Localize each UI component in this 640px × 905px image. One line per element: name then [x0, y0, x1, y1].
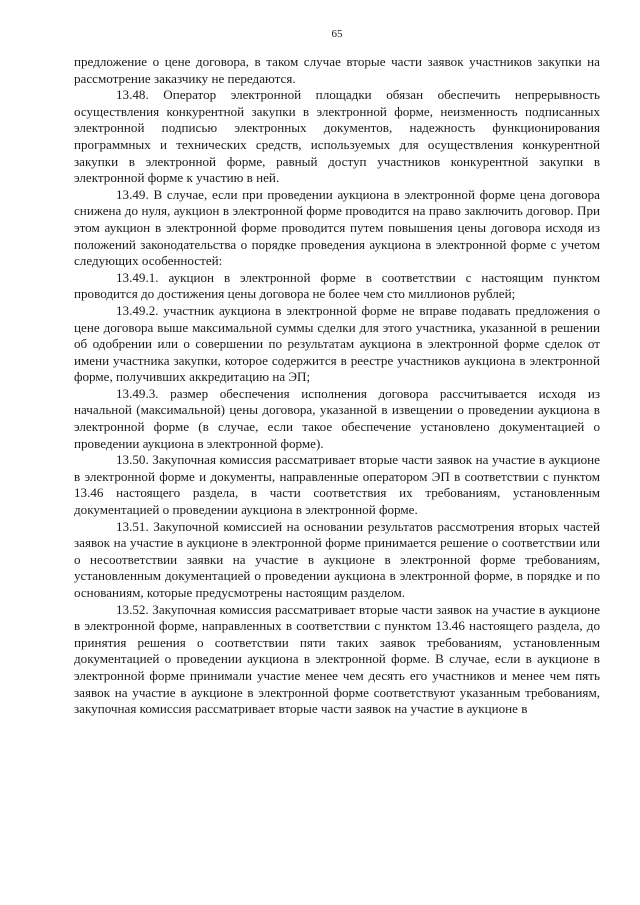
- paragraph: 13.49.1. аукцион в электронной форме в соответствии с настоящим пунктом проводится до достижения цены договора не более чем сто миллионов рублей;: [74, 269, 600, 302]
- paragraph: 13.48. Оператор электронной площадки обязан обеспечить непрерывность осуществления конкурентной закупки в электронной форме, неизменность подписанных электронной подписью электронных документов, надежность функционирования программных и технических средств, используемых для осуществления конкурентной закупки в электронной форме, равный доступ участников конкурентной закупки в электронной форме к участию в ней.: [74, 87, 600, 186]
- paragraph: 13.49. В случае, если при проведении аукциона в электронной форме цена договора снижена до нуля, аукцион в электронной форме проводится на право заключить договор. При этом аукцион в электронной форме проводится путем повышения цены договора исходя из положений законодательства о порядке проведения аукциона в электронной форме с учетом следующих особенностей:: [74, 186, 600, 269]
- paragraph: предложение о цене договора, в таком случае вторые части заявок участников закупки на рассмотрение заказчику не передаются.: [74, 54, 600, 86]
- paragraph: 13.50. Закупочная комиссия рассматривает вторые части заявок на участие в аукционе в электронной форме и документы, направленные оператором ЭП в соответствии с пунктом 13.46 настоящего раздела, в части соответствия их требованиям, установленным документацией о проведении аукциона в электронной форме.: [74, 452, 600, 518]
- paragraph: 13.51. Закупочной комиссией на основании результатов рассмотрения вторых частей заявок на участие в аукционе в электронной форме принимается решение о соответствии или о несоответствии заявки на участие в аукционе в электронной форме требованиям, установленным документацией о проведении аукциона в электронной форме, в порядке и по основаниям, которые предусмотрены настоящим разделом.: [74, 518, 600, 600]
- paragraph: 13.49.2. участник аукциона в электронной форме не вправе подавать предложения о цене договора выше максимальной суммы сделки для этого участника, указанной в решении об одобрении или о совершении по результатам аукциона в электронной форме сделок от имени участника закупки, которое содержится в реестре участников аукциона в электронной форме, получивших аккредитацию на ЭП;: [74, 302, 600, 385]
- page-number: 65: [331, 28, 343, 40]
- paragraph: 13.52. Закупочная комиссия рассматривает вторые части заявок на участие в аукционе в электронной форме, направленных в соответствии с пунктом 13.46 настоящего раздела, до принятия решения о соответствии пяти таких заявок требованиям, установленным документацией о проведении аукциона в электронной форме. В случае, если в аукционе в электронной форме принимали участие менее чем десять его участников и менее чем пять заявок на участие в аукционе в электронной форме соответствуют указанным требованиям, закупочная комиссия рассматривает вторые части заявок на участие в аукционе в: [74, 601, 600, 717]
- document-body: [74, 54, 600, 718]
- paragraph: 13.49.3. размер обеспечения исполнения договора рассчитывается исходя из начальной (максимальной) цены договора, указанной в извещении о проведении аукциона в электронной форме (в случае, если такое обеспечение установлено документацией о проведении аукциона в электронной форме).: [74, 385, 600, 451]
